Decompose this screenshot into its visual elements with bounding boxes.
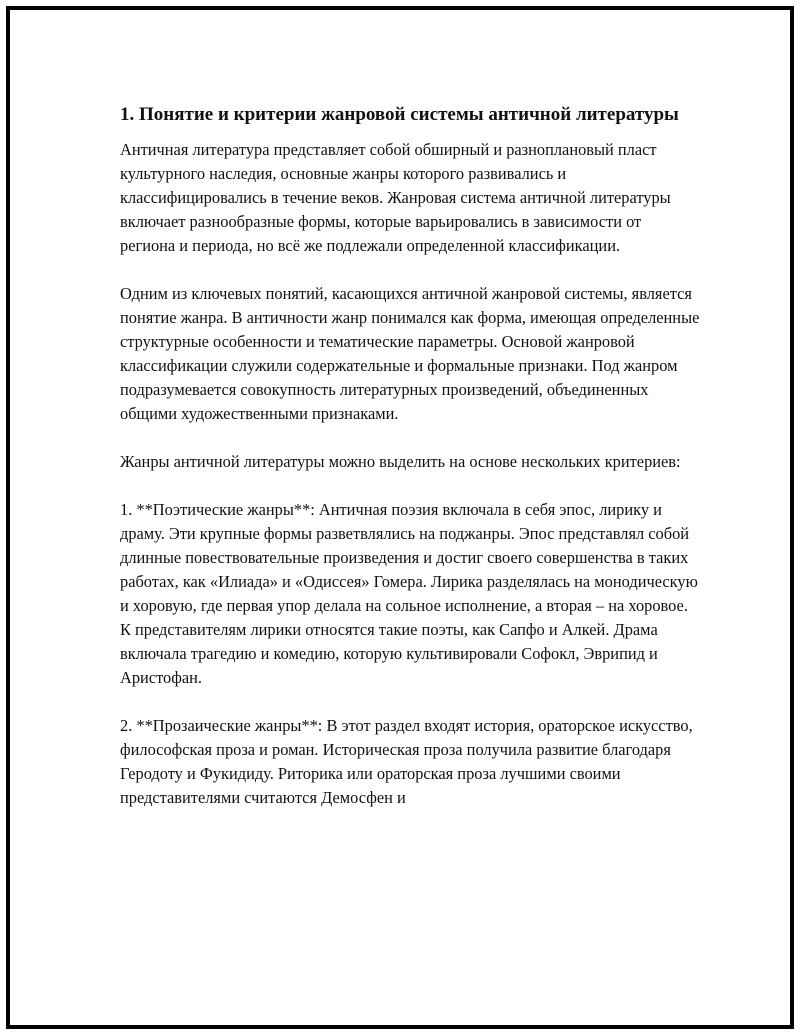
paragraph-genre-concept: Одним из ключевых понятий, касающихся античной жанровой системы, является понятие жанра. В античности жанр понимался как форма, имеющая определенные структурные особенности и тематические параметры. Основой жанровой классификации служили содержательные и формальные признаки. Под жанром подразумевается совокупность литературных произведений, объединенных общими художественными признаками. [120, 284, 700, 423]
document-body [120, 102, 700, 810]
paragraph-poetic-genres: 1. **Поэтические жанры**: Античная поэзия включала в себя эпос, лирику и драму. Эти крупные формы разветвлялись на поджанры. Эпос представлял собой длинные повествовательные произведения и достиг своего совершенства в таких работах, как «Илиада» и «Одиссея» Гомера. Лирика разделялась на монодическую и хоровую, где первая упор делала на сольное исполнение, а вторая – на хоровое. К представителям лирики относятся такие поэты, как Сапфо и Алкей. Драма включала трагедию и комедию, которую культивировали Софокл, Эврипид и Аристофан. [120, 500, 698, 687]
paragraph-prose-genres: 2. **Прозаические жанры**: В этот раздел входят история, ораторское искусство, философская проза и роман. Историческая проза получила развитие благодаря Геродоту и Фукидиду. Риторика или ораторская проза лучшими своими представителями считаются Демосфен и [120, 716, 693, 807]
paragraph-intro: Античная литература представляет собой обширный и разноплановый пласт культурного наследия, основные жанры которого развивались и классифицировались в течение веков. Жанровая система античной литературы включает разнообразные формы, которые варьировались в зависимости от региона и периода, но всё же подлежали определенной классификации. [120, 140, 671, 255]
paragraph-criteria-intro: Жанры античной литературы можно выделить на основе нескольких критериев: [120, 452, 681, 471]
section-heading: 1. Понятие и критерии жанровой системы античной литературы [120, 104, 679, 125]
page-frame [6, 6, 794, 1029]
